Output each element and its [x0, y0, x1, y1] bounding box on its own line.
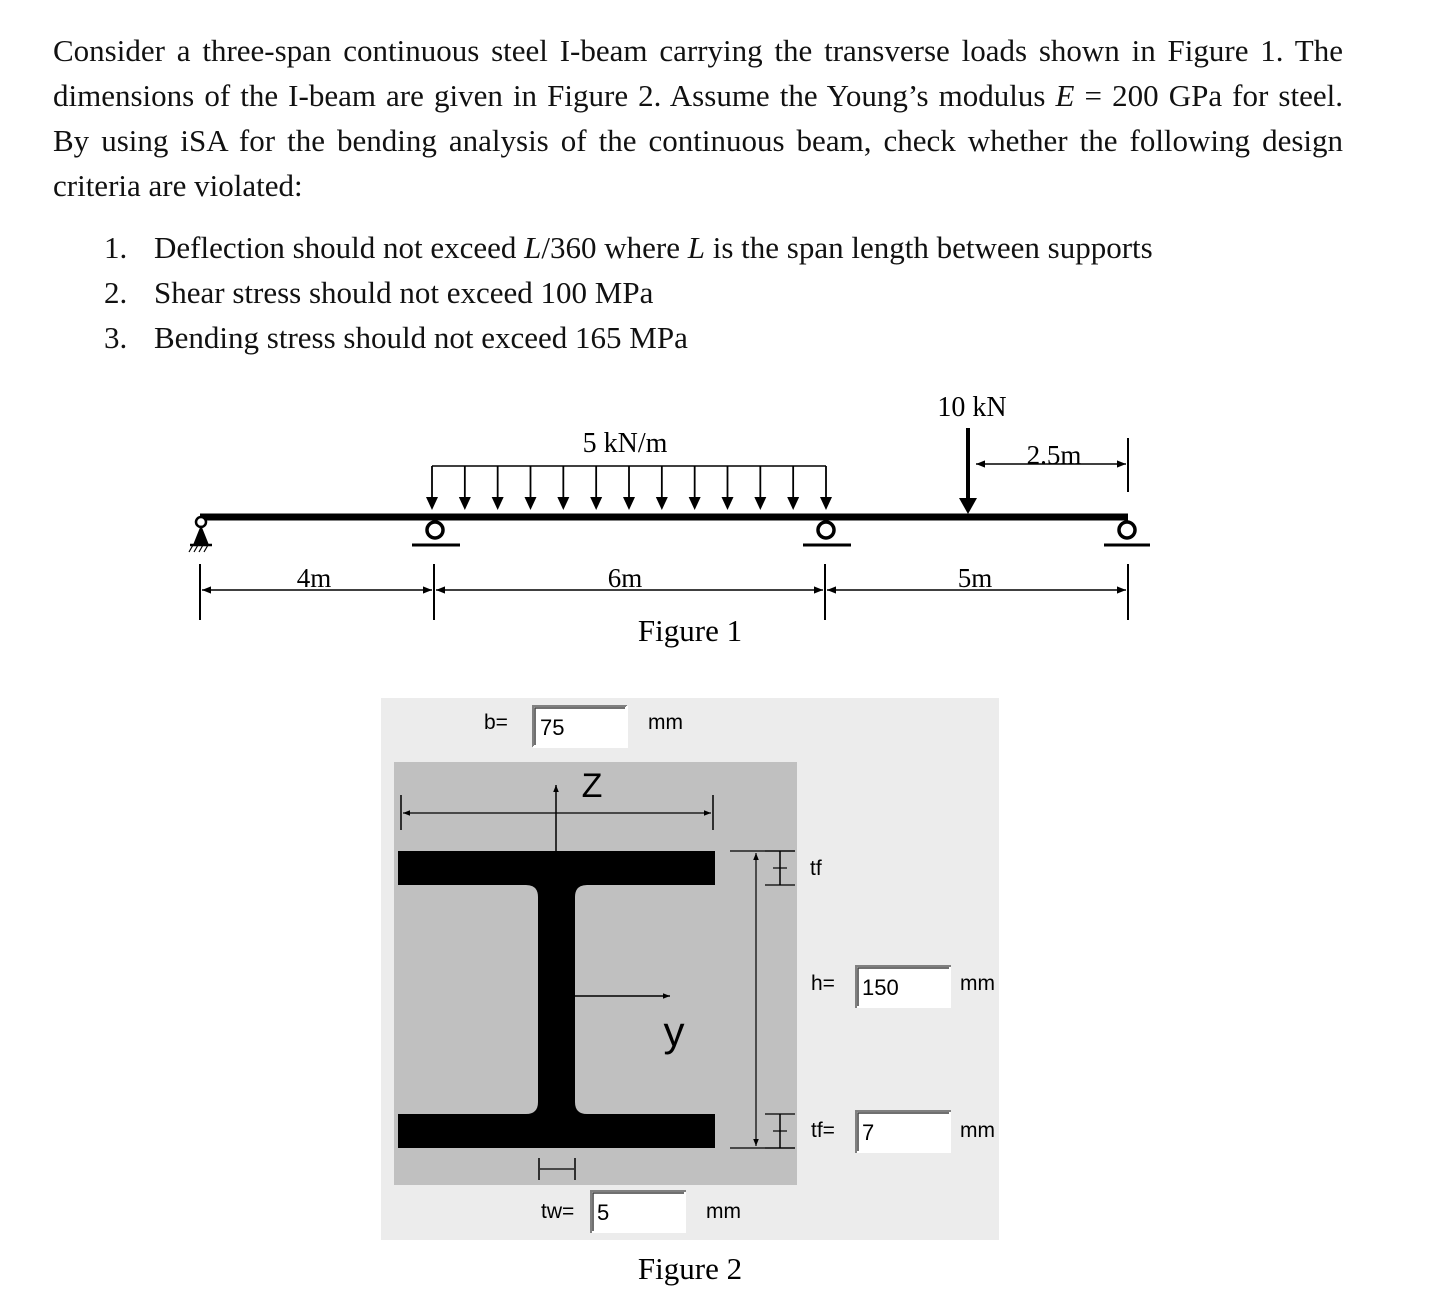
span-length-symbol: L — [687, 230, 705, 265]
udl-arrow — [754, 466, 766, 510]
udl-arrow — [689, 466, 701, 510]
tf-unit: mm — [960, 1119, 995, 1142]
udl-arrow — [492, 466, 504, 510]
udl-arrow — [590, 466, 602, 510]
b-label: b= — [484, 711, 508, 734]
roller-support — [412, 522, 460, 545]
udl-arrow — [557, 466, 569, 510]
tw-unit: mm — [706, 1200, 741, 1223]
b-value: 75 — [540, 715, 565, 740]
udl-arrow — [787, 466, 799, 510]
distributed-load — [426, 466, 832, 510]
span-length-symbol: L — [524, 230, 542, 265]
b-unit: mm — [648, 711, 683, 734]
figure-2-caption: Figure 2 — [637, 1251, 743, 1286]
figure-1 — [189, 392, 1150, 648]
intro-text-1: Consider a three-span continuous steel I-beam carrying the transverse loads shown in Figure 1. The dimensions of the I-beam are given in Figure 2. Assume the Young’s modulus — [53, 33, 1343, 113]
roller-support — [803, 522, 851, 545]
criterion-number: 3. — [104, 320, 128, 355]
figure-1-caption: Figure 1 — [637, 613, 743, 648]
criterion-text: Shear stress should not exceed 100 MPa — [154, 275, 654, 310]
young-modulus-symbol: E — [1055, 78, 1075, 113]
point-load-arrow — [959, 428, 977, 514]
udl-label: 5 kN/m — [582, 428, 668, 459]
tw-input[interactable] — [591, 1191, 686, 1233]
figure-2 — [381, 698, 999, 1286]
criterion-text: /360 where — [541, 230, 688, 265]
tf-dimension-label: tf — [810, 857, 822, 880]
y-axis-label: y — [663, 1008, 685, 1055]
z-axis-label: Z — [581, 767, 603, 805]
offset-label: 2.5m — [1026, 440, 1082, 470]
criterion-text: is the span length between supports — [705, 230, 1153, 265]
udl-arrow — [426, 466, 438, 510]
tf-value: 7 — [862, 1120, 875, 1145]
udl-arrow — [722, 466, 734, 510]
span-label-1: 4m — [296, 563, 332, 593]
udl-arrow — [820, 466, 832, 510]
young-modulus-value: = 200 GPa — [1074, 78, 1223, 113]
udl-arrow — [459, 466, 471, 510]
pin-support — [189, 517, 212, 552]
point-load-label: 10 kN — [937, 392, 1007, 423]
h-label: h= — [811, 972, 835, 995]
criterion-text: Bending stress should not exceed 165 MPa — [154, 320, 688, 355]
criterion-number: 1. — [104, 230, 128, 265]
h-unit: mm — [960, 972, 995, 995]
udl-arrow — [623, 466, 635, 510]
tw-value: 5 — [597, 1200, 610, 1225]
roller-support — [1104, 522, 1150, 545]
b-input[interactable] — [533, 706, 627, 747]
tf-input[interactable] — [856, 1111, 951, 1153]
tf-label: tf= — [811, 1119, 835, 1142]
udl-arrows — [426, 466, 832, 510]
intro-text-2: for steel. By using iSA for the bending analysis of the continuous beam, check whether the following design criteria are violated: — [53, 78, 1343, 203]
span-label-3: 5m — [957, 563, 993, 593]
span-label-2: 6m — [607, 563, 643, 593]
h-input[interactable] — [856, 966, 951, 1008]
udl-arrow — [656, 466, 668, 510]
h-value: 150 — [862, 975, 899, 1000]
criterion-text: Deflection should not exceed — [154, 230, 525, 265]
criterion-number: 2. — [104, 275, 128, 310]
udl-arrow — [525, 466, 537, 510]
tw-label: tw= — [541, 1200, 575, 1223]
